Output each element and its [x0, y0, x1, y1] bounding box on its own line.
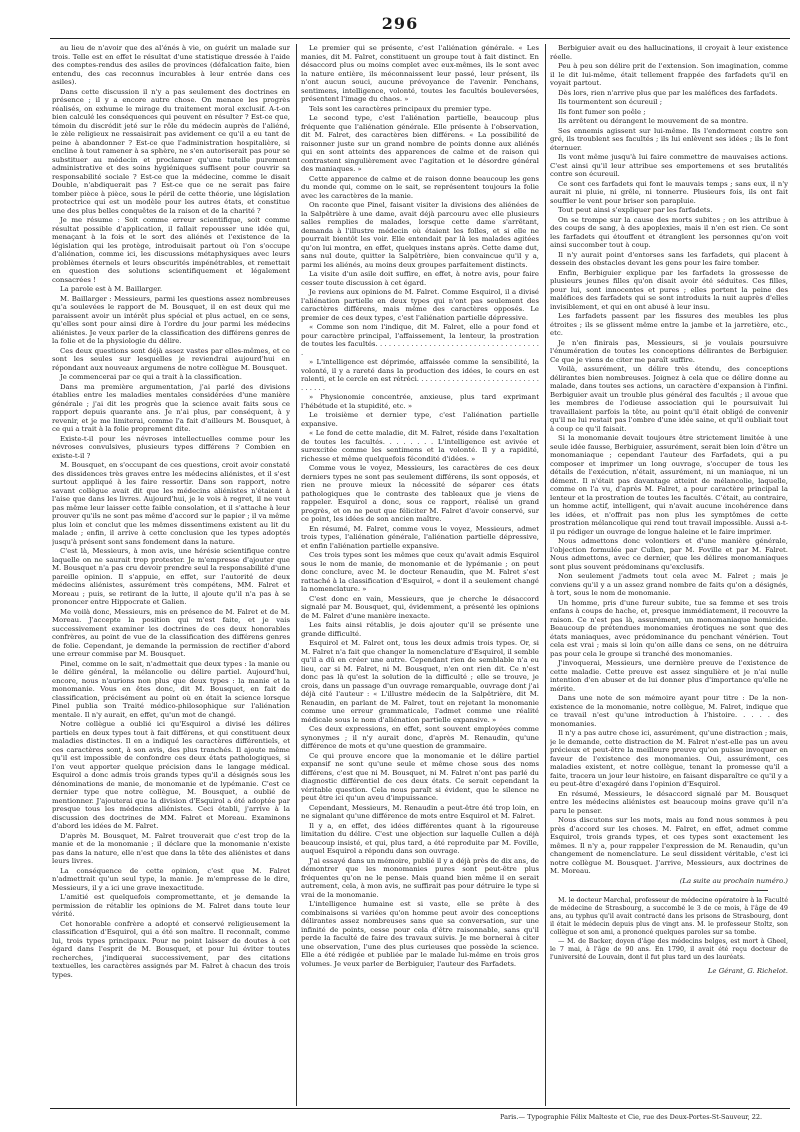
- paragraph: Existe-t-il pour les névroses intellectuelles comme pour les névroses convulsives, plusieurs types différens ? Combien en existe-t-il ?: [52, 434, 290, 460]
- paragraph: J'ai essayé dans un mémoire, publié il y a déjà près de dix ans, de démontrer que les monomanies pures sont peut-être plus fréquentes qu'on ne le pense. Mais quand bien même il en serait autrement, cela, à mon avis, ne suffirait pas pour détruire le type si vrai de la monomanie.: [301, 856, 539, 899]
- paragraph: Ce qui prouve encore que la monomanie et le délire partiel expansif ne sont qu'une seule et même chose sous des noms différens, c'est que ni M. Bousquet, ni M. Falret n'ont pas parlé du diagnostic différentiel de ces deux états. Ce serait cependant la véritable question. Cela nous paraît si évident, que le silence ne peut être ici qu'un aveu d'impuissance.: [301, 751, 539, 802]
- paragraph: Ils font fumer son poêle ;: [558, 107, 646, 116]
- paragraph: D'après M. Bousquet, M. Falret trouverait que c'est trop de la manie et de la monomanie ; il déclare que la monomanie n'existe pas dans la nature, elle n'est que dans la tête des aliénistes et dans leurs livres.: [52, 831, 290, 865]
- paragraph: Me voilà donc, Messieurs, mis en présence de M. Falret et de M. Moreau. J'accepte la position qui m'est faite, et je vais successivement examiner les doctrines de ces deux honorables confrères, au point de vue de la classification des différens genres de folie. Cependant, je demande la permission de rectifier d'abord une erreur commise par M. Bousquet.: [52, 607, 290, 658]
- paragraph: Ils vont même jusqu'à lui faire commettre de mauvaises actions. C'est ainsi qu'il leur attribue ses emportemens et ses brutalités contre son écureuil.: [550, 153, 788, 178]
- paragraph: « Comme son nom l'indique, dit M. Falret, elle a pour fond et pour caractère principal, l'affaissement, la lenteur, la prostration de toutes les facultés. . . . . . . . . . . . . . . . . . . . . . . . . . . . . . . . . . . . . .: [301, 323, 539, 357]
- paragraph: Tels sont les caractères principaux du premier type.: [309, 104, 492, 113]
- paragraph: Je me résume : Soit comme erreur scientifique, soit comme résultat possible d'application, il fallait repousser une idée qui, menaçant à la fois et le sort des aliénés et l'existence de la législation qui les protège, introduisait partout où l'on s'occupe d'aliénation, comme ici, les discussions métaphysiques avec leurs problèmes éternels et leurs obscurités impénétrables, et remettait en question des solutions scientifiquement et légalement consacrées !: [52, 216, 290, 284]
- paragraph: Les farfadets passent par les fissures des meubles les plus étroites ; ils se glissent même entre la jambe et la jarretière, etc., etc.: [550, 312, 788, 337]
- column-3: [550, 44, 788, 1106]
- paragraph: M. Baillarger : Messieurs, parmi les questions assez nombreuses qu'a soulevées le rapport de M. Bousquet, il en est deux qui me paraissent avoir un intérêt plus spécial et plus actuel, en ce sens, qu'elles sont pour ainsi dire à l'ordre du jour parmi les médecins aliénistes. Je veux parler de la classification des différens genres de la folie et de la physiologie du délire.: [52, 294, 290, 345]
- paragraph: au lieu de n'avoir que des al'énés à vie, on guérit un malade sur trois. Telle est en effet le résultat d'une statistique dressée à l'aide des comptes-rendus des asiles de provinces (défalcation faite, bien entendu, des cas reconnus incurables à leur entrée dans ces asiles).: [52, 44, 290, 86]
- paragraph: Tout peut ainsi s'expliquer par les farfadets.: [558, 206, 713, 214]
- paragraph: Nous admettons donc volontiers et d'une manière générale, l'objection formulée par Cullen, par M. Foville et par M. Falret. Nous admettons, avec ce dernier, que les délires monomaniaques sont plus souvent prédominans qu'exclusifs.: [550, 537, 788, 571]
- news-item: M. le docteur Marchal, professeur de médecine opératoire à la Faculté de médecine de Strasbourg, a succombé le 3 de ce mois, à l'âge de 49 ans, au typhus qu'il avait contracté dans les prisons de Strasbourg, dont il était le médecin depuis plus de vingt ans. M. le professeur Stoltz, son collègue et son ami, a prononcé quelques paroles sur sa tombe.: [550, 896, 788, 936]
- paragraph: Je reviens aux opinions de M. Falret. Comme Esquirol, il a divisé l'aliénation partielle en deux types qui n'ont pas seulement des caractères différens, mais même des caractères opposés. Le premier de ces deux types, c'est l'aliénation partielle dépressive.: [301, 288, 539, 322]
- paragraph: La visite d'un asile doit suffire, en effet, à notre avis, pour faire cesser toute discussion à cet égard.: [301, 270, 539, 287]
- paragraph: C'est donc en vain, Messieurs, que je cherche le désaccord signalé par M. Bousquet, qui, évidemment, a présenté les opinions de M. Falret d'une manière inexacte.: [301, 594, 539, 620]
- paragraph: Dès lors, rien n'arrive plus que par les maléfices des farfadets.: [558, 88, 778, 97]
- paragraph: Ce sont ces farfadets qui font le mauvais temps ; sans eux, il n'y aurait ni pluie, ni grêle, ni tonnerre. Plusieurs fois, ils ont fait souffler le vent pour briser son parapluie.: [550, 179, 788, 205]
- paragraph: La conséquence de cette opinion, c'est que M. Falret n'admettrait qu'un seul type, la manie. Je m'empresse de le dire, Messieurs, il y a ici une grave inexactitude.: [52, 866, 290, 892]
- paragraph: Cette apparence de calme et de raison donne beaucoup les gens du monde qui, comme on le sait, se représentent toujours la folie avec les caractères de la manie.: [301, 174, 539, 200]
- paragraph: En résumé, Messieurs, le désaccord signalé par M. Bousquet entre les médecins aliénistes est beaucoup moins grave qu'il n'a paru le penser.: [550, 789, 788, 815]
- paragraph: Si la monomanie devait toujours être strictement limitée à une seule idée fausse, Berbiguier, assurément, serait bien loin d'être un monomaniaque ; cependant l'auteur des Farfadets, qui a pu composer et imprimer un long ouvrage, s'occuper de tous les détails de l'exécution, n'était, assurément, ni un maniaque, ni un dément. Il n'était pas davantage atteint de mélancolie, laquelle, comme on l'a vu, d'après M. Falret, a pour caractère principal la lenteur et la prostration de toutes les facultés. C'était, au contraire, un homme actif, intelligent, qui n'avait aucune incohérence dans les idées, et n'offrait pas non plus les symptômes de cette prostration mélancolique qui rend tout travail impossible. Aussi a-t-il pu rédiger un ouvrage de longue haleine et le faire imprimer.: [550, 434, 788, 536]
- paragraph: C'est là, Messieurs, à mon avis, une hérésie scientifique contre laquelle on ne saurait trop protester. Je m'empresse d'ajouter que M. Bousquet n'a pas cru devoir prendre seul la responsabilité d'une pareille opinion. Il s'appuie, en effet, sur l'autorité de deux médecins aliénistes, assurément très compétens, MM. Falret et Moreau ; puis, se retirant de la lutte, il ajoute qu'il n'a pas à se prononcer entre Hippocrate et Galien.: [52, 547, 290, 606]
- paragraph: Ces deux expressions, en effet, sont souvent employées comme synonymes ; il n'y aurait donc, d'après M. Renaudin, qu'une différence de mots et qu'une question de grammaire.: [301, 725, 539, 750]
- column-divider: [296, 44, 297, 1106]
- paragraph: Berbiguier avait eu des hallucinations, il croyait à leur existence réelle.: [550, 44, 788, 61]
- column-1: [52, 44, 290, 1106]
- paragraph: Il n'y a pas autre chose ici, assurément, qu'une distraction ; mais, je le demande, cette distraction de M. Falret n'est-elle pas un aveu précieux et peut-être la meilleure preuve qu'on puisse invoquer en faveur de l'existence des monomanies. Oui, assurément, ces maladies existent, et notre collègue, tenant la promesse qu'il a faite, tracera un jour leur histoire, en faisant disparaître ce qu'il y a eu peut-être d'exagéré dans l'opinion d'Esquirol.: [550, 729, 788, 788]
- section-separator: [570, 890, 768, 891]
- paragraph: Les faits ainsi rétablis, je dois ajouter qu'il se présente une grande difficulté.: [301, 621, 539, 638]
- paragraph: Ses ennemis agissent sur lui-même. Ils l'endorment contre son gré, ils troublent ses facultés ; ils lui enlèvent ses idées ; ils le font éternuer.: [550, 126, 788, 152]
- paragraph: Ils arrêtent ou dérangent le mouvement de sa montre.: [558, 117, 749, 125]
- paragraph: En résumé, M. Falret, comme vous le voyez, Messieurs, admet trois types, l'aliénation générale, l'aliénation partielle dépressive, et enfin l'aliénation partielle expansive.: [301, 524, 539, 550]
- paragraph: La parole est à M. Baillarger.: [60, 285, 163, 293]
- continuation-note: (La suite au prochain numéro.): [679, 876, 788, 885]
- paragraph: » L'intelligence est déprimée, affaissée comme la sensibilité, la volonté, il y a rareté dans la production des idées, le cours en est ralenti, et le cercle en est rétréci. . . . . . . . . . . . . . . . . . . . . . . . . . . . . . . . . .: [301, 358, 539, 392]
- text-columns: [52, 44, 788, 1106]
- paragraph: Ces deux questions sont déjà assez vastes par elles-mêmes, et ce sont les seules sur lesquelles je reviendrai aujourd'hui en répondant aux nouveaux argumens de notre collègue M. Bousquet.: [52, 346, 290, 372]
- paragraph: On se trompe sur la cause des morts subites ; on les attribue à des coups de sang, à des apoplexies, mais il n'en est rien. Ce sont les farfadets qui étouffent et étranglent les personnes qu'on voit ainsi succomber tout à coup.: [550, 215, 788, 249]
- imprint: Paris.— Typographie Félix Malteste et Cie, rue des Deux-Portes-St-Sauveur, 22.: [500, 1113, 763, 1121]
- paragraph: Ces trois types sont les mêmes que ceux qu'avait admis Esquirol sous le nom de manie, de monomanie et de lypémanie ; on peut donc conclure, avec M. le docteur Renaudin, que M. Falret s'est rattaché à la classification d'Esquirol, « dont il a seulement changé la nomenclature. »: [301, 551, 539, 593]
- column-2: [301, 44, 539, 1106]
- page-number: 296: [381, 14, 419, 33]
- paragraph: Le troisième et dernier type, c'est l'aliénation partielle expansive.: [301, 411, 539, 428]
- paragraph: Dans une note de son mémoire ayant pour titre : De la non-existence de la monomanie, notre collègue, M. Falret, indique que ce travail n'est qu'une introduction à l'histoire. . . . . des monomanies.: [550, 694, 788, 728]
- paragraph: Un homme, pris d'une fureur subite, tue sa femme et ses trois enfans à coups de hache, et, presque immédiatement, il recouvre la raison. Ce n'est pas là, assurément, un monomaniaque homicide. Beaucoup de prétendues monomanies érotiques ne sont que des états maniaques, avec prédominance du penchant vénérien. Tout cela est vrai ; mais si loin qu'on aille dans ce sens, on ne détruira pas pour cela le groupe si tranché des monomanies.: [550, 598, 788, 658]
- paragraph: Nous discutons sur les mots, mais au fond nous sommes à peu près d'accord sur les choses. M. Falret, en effet, admet comme Esquirol, trois grands types, et ces types sont exactement les mêmes. Il n'y a, pour rappeler l'expression de M. Renaudin, qu'un changement de nomenclature. Le seul dissident véritable, c'est ici notre collègue M. Bousquet. J'arrive, Messieurs, aux doctrines de M. Moreau.: [550, 816, 788, 875]
- paragraph: M. Bousquet, en s'occupant de ces questions, croit avoir constaté des dissidences très graves entre les médecins aliénistes, et il s'est surtout appliqué à les faire ressortir. Dans son rapport, notre savant collègue avait dit que les médecins aliénistes n'étaient à l'aise que dans les livres. Aujourd'hui, je le vois à regret, il ne veut pas même leur laisser cette faible consolation, et il s'attache à leur prouver qu'ils ne sont pas même d'accord sur le papier ; il va même plus loin et conclut que les mêmes dissentimens existent au lit du malade ; enfin, il arrive à cette conclusion que les types adoptés jusqu'à présent sont sans fondement dans la nature.: [52, 461, 290, 546]
- paragraph: » Physionomie concentrée, anxieuse, plus tard exprimant l'hébétude et la stupidité, etc. »: [301, 393, 539, 410]
- paragraph: L'intelligence humaine est si vaste, elle se prête à des combinaisons si variées qu'on homme peut avoir des conceptions délirantes assez nombreuses sans que sa conversation, sur une infinité de points, cesse pour cela d'être raisonnable, sans qu'il perde la faculté de faire des travaux suivis. Je me bornerai à citer une observation, l'une des plus curieuses que possède la science. Elle a été rédigée et publiée par le malade lui-même en trois gros volumes. Je veux parler de Berbiguier, l'auteur des Farfadets.: [301, 900, 539, 968]
- paragraph: Peu à peu son délire prit de l'extension. Son imagination, comme il le dit lui-même, était tellement frappée des farfadets qu'il en voyait partout.: [550, 62, 788, 87]
- paragraph: Voilà, assurément, un délire très étendu, des conceptions délirantes bien nombreuses. Joignez à cela que ce délire donne au malade, dans toutes ses actions, un caractère d'expansion à l'infini. Berbiguier avait un trouble plus général des facultés ; il avoue que les membres de l'odieuse association qui le poursuivait lui travaillaient parfois la tête, au point qu'il était obligé de convenir qu'il ne lui restait pas l'ombre d'une idée saine, et qu'il oubliait tout à coup ce qu'il faisait.: [550, 365, 788, 433]
- paragraph: Le second type, c'est l'aliénation partielle, beaucoup plus fréquente que l'aliénation générale. Elle présente à l'observation, dit M. Falret, des caractères bien différens. « La possibilité de raisonner juste sur un grand nombre de points donne aux aliénés qui en sont atteints des apparences de calme et de raison qui contrastent singulièrement avec l'agitation et le désordre général des maniaques. »: [301, 114, 539, 173]
- header-rule: [50, 38, 790, 39]
- paragraph: Esquirol et M. Falret ont, tous les deux admis trois types. Or, si M. Falret n'a fait que changer la nomenclature d'Esquirol, il semble qu'il a dû en créer une autre. Cependant rien de semblable n'a eu lieu, car si M. Falret, ni M. Bousquet, n'en ont rien dit. Ce n'est donc pas là qu'est la solution de la difficulté ; elle se trouve, je crois, dans un passage d'un ouvrage remarquable, ouvrage dont j'ai déjà cité l'auteur : « L'illustre médecin de la Salpêtrière, dit M. Renaudin, en parlant de M. Falret, tout en rejetant la monomanie comme une erreur grammaticale, l'admet comme une réalité médicale sous le nom d'aliénation partielle expansive. »: [301, 639, 539, 724]
- paragraph: Non seulement j'admets tout cela avec M. Falret ; mais je conviens qu'il y a un assez grand nombre de faits qu'on a désignés, à tort, sous le nom de monomanie.: [550, 572, 788, 597]
- paragraph: J'invoquerai, Messieurs, une dernière preuve de l'existence de cette maladie. Cette preuve est assez singulière et je n'ai nulle intention d'en abuser et de lui donner plus d'importance qu'elle ne mérite.: [550, 659, 788, 693]
- paragraph: Dans ma première argumentation, j'ai parlé des divisions établies entre les maladies mentales considérées d'une manière générale ; j'ai dit les progrès que la science avait faits sous ce rapport depuis quarante ans. Je n'ai plus, par conséquent, à y revenir, et je me limiterai, comme l'a fait d'ailleurs M. Bousquet, à ce qui a trait à la folie proprement dite.: [52, 382, 290, 433]
- paragraph: Cependant, Messieurs, M. Renaudin a peut-être été trop loin, en ne signalant qu'une différence de mots entre Esquirol et M. Falret.: [301, 803, 539, 820]
- paragraph: Je commencerai par ce qui a trait à la classification.: [60, 373, 242, 381]
- paragraph: Notre collègue a oublié ici qu'Esquirol a divisé les délires partiels en deux types tout à fait différens, et qui constituent deux maladies distinctes. Il en a indiqué les caractères différentiels, et ces caractères sont, à son avis, des plus tranchés. Il ajoute même qu'il est impossible de confondre ces deux états pathologiques, si l'on veut apporter quelque précision dans le langage médical. Esquirol a donc admis trois grands types qu'il a désignés sous les dénominations de manie, de monomanie et de lypémanie. C'est ce dernier type que notre collègue, M. Bousquet, a oublié de mentionner. J'ajouterai que la division d'Esquirol a été adoptée par presque tous les médecins aliénistes. Ceci établi, j'arrive à la discussion des doctrines de MM. Falret et Moreau. Examinons d'abord les idées de M. Falret.: [52, 720, 290, 830]
- paragraph: Enfin, Berbiguier explique par les farfadets la grossesse de plusieurs jeunes filles qu'on disait avoir été séduites. Ces filles, pour lui, sont innocentes et pures ; elles portent la peine des maléfices des farfadets qui se sont introduits la nuit auprès d'elles invisiblement, et qui en ont abusé à leur insu.: [550, 268, 788, 311]
- signature: Le Gérant, G. Richelot.: [707, 967, 788, 975]
- paragraph: Pinel, comme on le sait, n'admettait que deux types : la manie ou le délire général, la mélancolie ou délire partiel. Aujourd'hui, encore, nous n'aurions non plus que deux types : la manie et la monomanie. Vous en êtes donc, dit M. Bousquet, en fait de classification, précisément au point où en était la science lorsque Pinel publia son Traité médico-philosophique sur l'aliénation mentale. Il n'y aurait, en effet, qu'un mot de changé.: [52, 659, 290, 719]
- column-divider: [545, 44, 546, 1106]
- paragraph: Il n'y aurait point d'entorses sans les farfadets, qui placent à dessein des obstacles devant les gens pour les faire tomber.: [550, 250, 788, 267]
- news-item: — M. de Backer, doyen d'âge des médecins belges, est mort à Gheel, le 7 mai, à l'âge de 90 ans. En 1790, il avait été reçu docteur de l'université de Louvain, dont il fut plus tard un des lauréats.: [550, 937, 788, 961]
- paragraph: Comme vous le voyez, Messieurs, les caractères de ces deux derniers types ne sont pas seulement différens, ils sont opposés, et rien ne prouve mieux la nécessité de séparer ces états pathologiques que le contraste des tableaux que je viens de rappeler. Esquirol a donc, sous ce rapport, réalisé un grand progrès, et on ne peut que féliciter M. Falret d'avoir conservé, sur ce point, les idées de son ancien maître.: [301, 464, 539, 523]
- paragraph: On raconte que Pinel, faisant visiter la divisions des aliénées de la Salpêtrière à une dame, avait déjà parcouru avec elle plusieurs salles remplies de malades, lorsque cette dame s'arrêtant, demanda à l'illustre médecin où étaient les folles, et si elle ne pourrait bientôt les voir. Elle entendait par là les malades agitées qu'on lui montra, en effet, quelques instans après. Cette dame dut, sans nul doute, quitter la Salpêtrière, bien convaincue qu'il y a, parmi les aliénés, au moins deux groupes parfaitement distincts.: [301, 201, 539, 269]
- paragraph: Cet honorable confrère a adopté et conservé religieusement la classification d'Esquirol, qui a été son maître. Il reconnaît, comme lui, trois types principaux. Pour ne point laisser de doutes à cet égard dans l'esprit de M. Bousquet, et pour lui éviter toutes recherches, j'indiquerai successivement, par des citations textuelles, les caractères assignés par M. Falret à chacun des trois types.: [52, 919, 290, 979]
- paragraph: Il y a, en effet, des idées différentes quant à la rigoureuse limitation du délire. C'est une objection sur laquelle Cullen a déjà beaucoup insisté, et qui, plus tard, a été reproduite par M. Foville, auquel Esquirol a répondu dans son ouvrage.: [301, 821, 539, 855]
- footer-rule: [50, 1108, 790, 1109]
- paragraph: L'amitié est quelquefois compromettante, et je demande la permission de rétablir les opinions de M. Falret dans toute leur vérité.: [52, 893, 290, 918]
- paragraph: Le premier qui se présente, c'est l'aliénation générale. « Les manies, dit M. Falret, constituent un groupe tout à fait distinct. En désaccord plus ou moins complet avec eux-mêmes, ils le sont avec la nature entière, ils méconnaissent leur passé, leur présent, ils n'ont aucun souci, aucune prévoyance de l'avenir. Penchans, sentimens, intelligence, volonté, toutes les facultés bouleversées, présentent l'image du chaos. »: [301, 44, 539, 103]
- paragraph: Je n'en finirais pas, Messieurs, si je voulais poursuivre l'énumération de toutes les conceptions délirantes de Berbiguier. Ce que je viens de citer me paraît suffire.: [550, 338, 788, 364]
- paragraph: « Le fond de cette maladie, dit M. Falret, réside dans l'exaltation de toutes les facultés. . . . . . . . L'intelligence est avivée et surexcitée comme les sentimens et la volonté. Il y a rapidité, richesse et même quelquefois fécondité d'idées. »: [301, 429, 539, 463]
- paragraph: Ils tourmentent son écureuil ;: [558, 98, 663, 106]
- paragraph: Dans cette discussion il n'y a pas seulement des doctrines en présence ; il y a encore autre chose. On menace les progrès réalisés, on exhume le mirage du traitement moral exclusif. A-t-on bien calculé les conséquences qui peuvent en résulter ? Est-ce que, témoin du discrédit jeté sur le rôle du médecin auprès de l'aliéné, le zèle religieux ne ressaisirait pas avidement ce qu'il a eu tant de peine à abandonner ? Est-ce que l'administration hospitalière, si encline à tout ramener à sa sphère, ne s'en autoriserait pas pour se substituer au médecin et proclamer qu'une tutelle purement administrative et des soins hygiéniques suffisent pour couvrir sa responsabilité sociale ? Est-ce que la médecine, comme le disait Double, n'abdiquerait pas ? Est-ce que ce ne serait pas faire tomber pièce à pièce, sous le péril de cette théorie, une législation protectrice qui est un modèle pour les autres états, et constitue une des plus belles conquêtes de la raison et de la charité ?: [52, 87, 290, 215]
